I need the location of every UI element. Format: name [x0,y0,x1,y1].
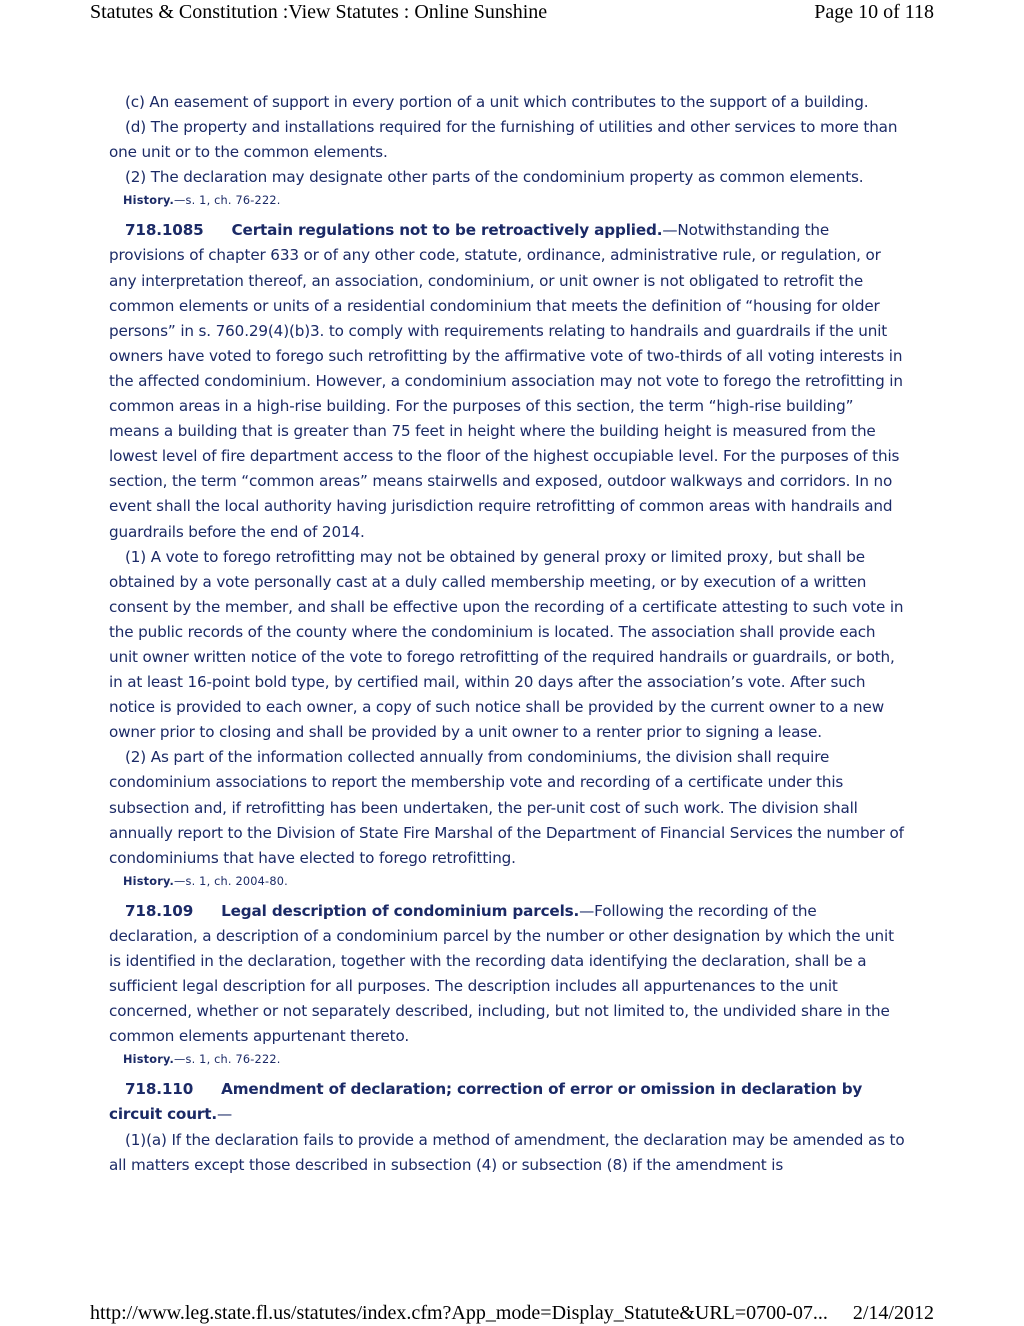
page-header [90,1,934,24]
source-url: http://www.leg.state.fl.us/statutes/index.cfm?App_mode=Display_Statute&URL=0700-07... [90,1302,828,1324]
section-body: —Notwithstanding the provisions of chapter 633 or of any other code, statute, ordinance, administrative rule, or regulation, or any interpretation thereof, an association, condominium, or unit owner is not obligated to retrofit the common elements or units of a residential condominium that meets the definition of “housing for older persons” in s. 760.29(4)(b)3. to comply with requirements relating to handrails and guardrails if the unit owners have voted to forego such retrofitting by the affirmative vote of two-thirds of all voting interests in the affected condominium. However, a condominium association may not vote to forego the retrofitting in common areas in a high-rise building. For the purposes of this section, the term “high-rise building” means a building that is greater than 75 feet in height where the building height is measured from the lowest level of fire department access to the floor of the highest occupiable level. For the purposes of this section, the term “common areas” means stairwells and exposed, outdoor walkways and corridors. In no event shall the local authority having jurisdiction require retrofitting of common areas with handrails and guardrails before the end of 2014. [109,221,903,541]
paragraph-2: (2) The declaration may designate other parts of the condominium property as common elements. [125,168,864,187]
history-note [123,190,905,212]
header-title: Statutes & Constitution :View Statutes : Online Sunshine [90,1,548,23]
print-date: 2/14/2012 [852,1302,934,1324]
paragraph-c: (c) An easement of support in every portion of a unit which contributes to the support of a building. [125,93,869,111]
subsection-1: (1) A vote to forego retrofitting may not be obtained by general proxy or limited proxy, but shall be obtained by a vote personally cast at a duly called membership meeting, or by execution of a written consent by the member, and shall be effective upon the recording of a certificate attesting to such vote in the public records of the county where the condominium is located. The association shall provide each unit owner written notice of the vote to forego retrofitting of the required handrails or guardrails, or both, in at least 16-point bold type, by certified mail, within 20 days after the association’s vote. After such notice is provided to each owner, a copy of such notice shall be provided by the current owner to a new owner prior to closing and shall be provided by a unit owner to a renter prior to signing a lease. [109,547,904,742]
subsection-2: (2) As part of the information collected annually from condominiums, the division shall require condominium associations to report the membership vote and recording of a certificate under this subsection and, if retrofitting has been undertaken, the per-unit cost of such work. The division shall annually report to the Division of State Fire Marshal of the Department of Financial Services the number of condominiums that have elected to forego retrofitting. [109,748,904,867]
subsection-1a: (1)(a) If the declaration fails to provide a method of amendment, the declaration may be amended as to all matters except those described in subsection (4) or subsection (8) if the amendment is [109,1130,905,1174]
section-718-110 [109,1077,905,1127]
section-number: 718.1085 [125,221,204,240]
history-note [123,871,905,893]
section-dash: — [216,1105,232,1124]
section-number: 718.110 [125,1080,194,1099]
history-label: History. [123,1053,175,1067]
page-number: Page 10 of 118 [814,1,934,23]
section-title: Legal description of condominium parcels. [221,901,580,920]
history-label: History. [123,194,175,208]
page-footer [90,1302,934,1325]
history-note [123,1049,905,1071]
section-title: Amendment of declaration; correction of error or omission in declaration by circuit court. [109,1080,863,1124]
history-text: —s. 1, ch. 76-222. [174,1053,281,1067]
history-text: —s. 1, ch. 76-222. [174,194,281,208]
section-body: —Following the recording of the declaration, a description of a condominium parcel by the number or other designation by which the unit is identified in the declaration, together with the recording data identifying the declaration, shall be a sufficient legal description for all purposes. The description includes all appurtenances to the unit concerned, whether or not separately described, including, but not limited to, the undivided share in the common elements appurtenant thereto. [109,901,894,1046]
statute-content [109,90,905,1178]
section-title: Certain regulations not to be retroactively applied. [231,221,663,240]
paragraph-d: (d) The property and installations required for the furnishing of utilities and other services to more than one unit or to the common elements. [109,118,898,162]
history-text: —s. 1, ch. 2004-80. [174,874,288,888]
section-718-109 [109,899,905,1050]
section-718-1085 [109,218,905,544]
section-number: 718.109 [125,901,194,920]
history-label: History. [123,874,175,888]
